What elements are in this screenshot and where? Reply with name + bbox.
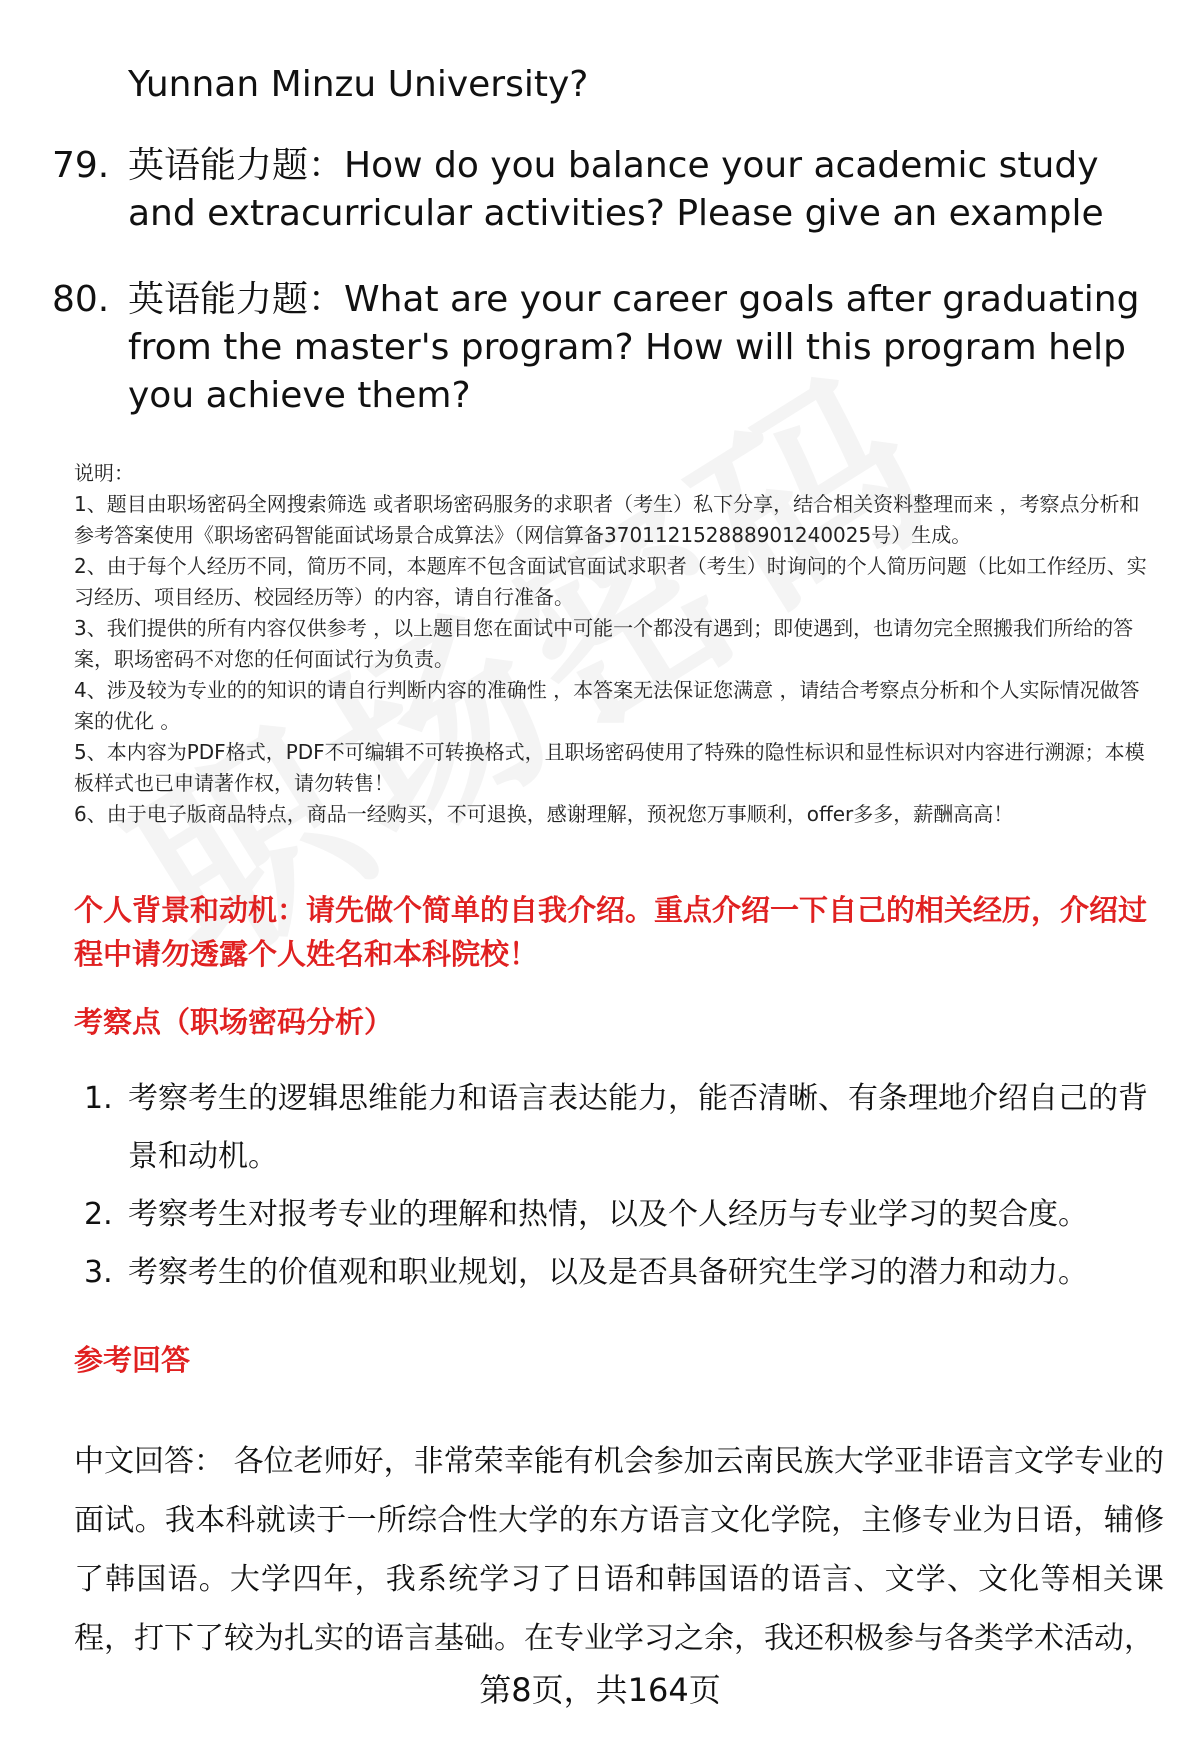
question-text: 英语能力题：How do you balance your academic study and extracurricular activities? Please give an example <box>128 145 1104 234</box>
question-80 <box>52 276 1162 420</box>
list-item <box>84 1186 1164 1244</box>
section-prompt: 个人背景和动机：请先做个简单的自我介绍。重点介绍一下自己的相关经历，介绍过程中请勿透露个人姓名和本科院校！ <box>74 893 1148 971</box>
reference-answer-text: 中文回答： 各位老师好，非常荣幸能有机会参加云南民族大学亚非语言文学专业的面试。我本科就读于一所综合性大学的东方语言文化学院，主修专业为日语，辅修了韩国语。大学四年，我系统学习了日语和韩国语的语言、文学、文化等相关课程，打下了较为扎实的语言基础。在专业学习之余，我还积极参与各类学术活动， <box>74 1444 1164 1656</box>
list-item <box>84 1244 1164 1302</box>
note-item: 1、题目由职场密码全网搜索筛选 或者职场密码服务的求职者（考生）私下分享，结合相关资料整理而来 ，考察点分析和参考答案使用《职场密码智能面试场景合成算法》（网信算备370112152888901240025号）生成。 <box>74 492 1140 547</box>
note-item: 5、本内容为PDF格式，PDF不可编辑不可转换格式，且职场密码使用了特殊的隐性标识和显性标识对内容进行溯源；本模板样式也已申请著作权，请勿转售！ <box>74 740 1145 795</box>
question-number: 79. <box>52 145 110 186</box>
list-item-text: 考察考生对报考专业的理解和热情，以及个人经历与专业学习的契合度。 <box>128 1197 1088 1232</box>
note-item: 2、由于每个人经历不同，简历不同，本题库不包含面试官面试求职者（考生）时询问的个人简历问题（比如工作经历、实习经历、项目经历、校园经历等）的内容，请自行准备。 <box>74 554 1147 609</box>
question-79 <box>52 142 1162 238</box>
list-item-text: 考察考生的逻辑思维能力和语言表达能力，能否清晰、有条理地介绍自己的背景和动机。 <box>128 1081 1148 1174</box>
note-item: 4、涉及较为专业的的知识的请自行判断内容的准确性 ，本答案无法保证您满意 ，请结合考察点分析和个人实际情况做答案的优化 。 <box>74 678 1140 733</box>
question-78-continuation: Yunnan Minzu University? <box>128 64 589 105</box>
question-text: 英语能力题：What are your career goals after graduating from the master's program? How will this program help you achieve them? <box>128 279 1140 416</box>
list-item <box>84 1070 1164 1186</box>
reference-answer-heading: 参考回答 <box>74 1343 191 1377</box>
question-number: 80. <box>52 279 110 320</box>
disclaimer-notes <box>74 458 1159 830</box>
list-item-text: 考察考生的价值观和职业规划，以及是否具备研究生学习的潜力和动力。 <box>128 1255 1088 1290</box>
notes-heading: 说明： <box>74 461 134 485</box>
list-item-number: 1. <box>84 1081 113 1116</box>
list-item-number: 3. <box>84 1255 113 1290</box>
analysis-heading: 考察点（职场密码分析） <box>74 1005 394 1039</box>
page-number: 第8页，共164页 <box>479 1671 721 1709</box>
note-item: 3、我们提供的所有内容仅供参考 ，以上题目您在面试中可能一个都没有遇到；即使遇到，也请勿完全照搬我们所给的答案，职场密码不对您的任何面试行为负责。 <box>74 616 1134 671</box>
note-item: 6、由于电子版商品特点，商品一经购买，不可退换，感谢理解，预祝您万事顺利，offer多多，薪酬高高！ <box>74 802 1014 826</box>
analysis-points-list <box>84 1070 1164 1302</box>
list-item-number: 2. <box>84 1197 113 1232</box>
